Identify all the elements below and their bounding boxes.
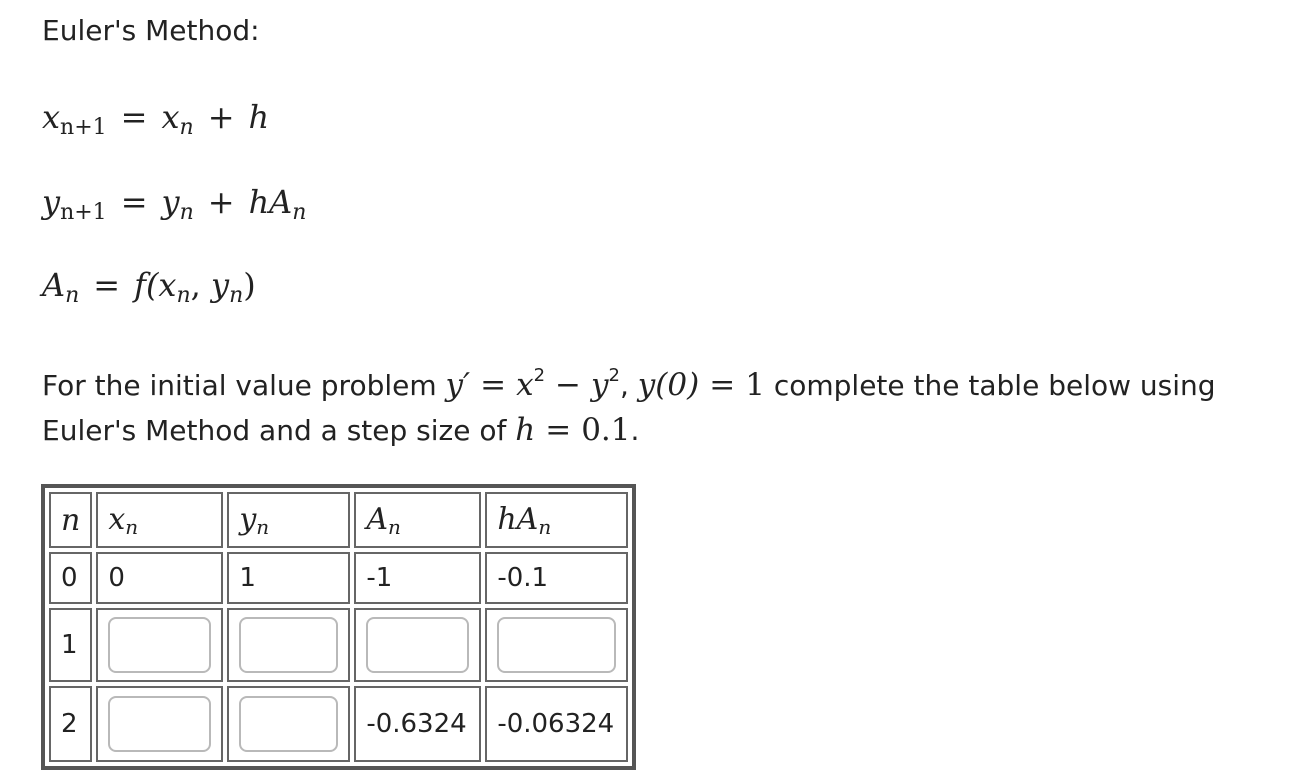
a-rhs-x-sub: n: [176, 283, 191, 308]
header-xn: [96, 492, 223, 548]
header-x-sub: n: [125, 514, 139, 539]
cell-n: 2: [49, 686, 92, 762]
a-definition-formula: $A_n = f(x_n$, $y_n$): [42, 266, 256, 308]
x1-answer-input[interactable]: [108, 617, 211, 673]
header-x: x: [108, 501, 126, 537]
cell-y: [227, 608, 350, 682]
cell-a: -0.6324: [354, 686, 481, 762]
ode-x-exp: 2: [533, 365, 546, 386]
header-ha: hA: [497, 501, 539, 537]
problem-text-before: For the initial value problem: [42, 369, 446, 402]
problem-statement: For the initial value problem $y' = x^2 - y^2$, y(0) = 1 complete the table below using Euler's Method and a step size of h = 0.1.: [42, 365, 1216, 448]
cell-ha: -0.06324: [485, 686, 628, 762]
y1-answer-input[interactable]: [239, 617, 338, 673]
y-rhs-b: hA: [248, 183, 293, 221]
table-header-row: [49, 492, 628, 548]
problem-text-end: .: [630, 414, 640, 447]
table-row: [49, 686, 628, 762]
header-han: [485, 492, 628, 548]
ode-lhs: y′: [445, 367, 471, 403]
x-lhs-sub: n+1: [60, 115, 107, 140]
ode-y-exp: 2: [608, 365, 620, 386]
cell-n: 1: [49, 608, 92, 682]
cell-a: -1: [354, 552, 481, 604]
ode-x: x: [516, 367, 534, 403]
cell-x: 0: [96, 552, 223, 604]
a-rhs-y-sub: n: [229, 283, 244, 308]
cell-y: 1: [227, 552, 350, 604]
cell-y: [227, 686, 350, 762]
cell-n: 0: [49, 552, 92, 604]
a1-answer-input[interactable]: [366, 617, 469, 673]
cell-ha: -0.1: [485, 552, 628, 604]
table-row: [49, 552, 628, 604]
a-rhs-close: ): [243, 266, 256, 304]
euler-table: [41, 484, 636, 770]
ode-y: y: [591, 367, 609, 403]
cell-a: [354, 608, 481, 682]
x2-answer-input[interactable]: [108, 696, 211, 752]
y2-answer-input[interactable]: [239, 696, 338, 752]
header-a: A: [366, 501, 388, 537]
step-h-value: 0.1: [581, 412, 631, 448]
header-yn: [227, 492, 350, 548]
a-lhs: A: [42, 266, 66, 304]
y-lhs: y: [42, 183, 61, 221]
cell-x: [96, 608, 223, 682]
header-a-sub: n: [388, 514, 401, 539]
y-rhs-b-sub: n: [292, 200, 307, 225]
step-h: h: [515, 412, 536, 448]
problem-text-middle: complete the table below using Euler's Method and a step size of: [42, 369, 1216, 447]
ic-value: 1: [745, 367, 765, 403]
a-rhs-y: y: [210, 266, 230, 304]
cell-ha: [485, 608, 628, 682]
a-rhs-f: f(: [134, 266, 159, 304]
cell-x: [96, 686, 223, 762]
page-title: Euler's Method:: [42, 14, 260, 47]
x-lhs: x: [42, 98, 61, 136]
x-rhs-a-sub: n: [179, 115, 194, 140]
ha1-answer-input[interactable]: [497, 617, 616, 673]
y-rhs-a-sub: n: [179, 200, 194, 225]
header-n: n: [49, 492, 92, 548]
x-rhs-b: h: [248, 98, 270, 136]
table-row: [49, 608, 628, 682]
header-an: [354, 492, 481, 548]
ic-expr: y(0): [637, 367, 700, 403]
header-y-sub: n: [256, 514, 270, 539]
y-lhs-sub: n+1: [60, 200, 107, 225]
a-lhs-sub: n: [65, 283, 80, 308]
y-update-formula: $y_{n+1} = y_n + hA_n$: [42, 183, 307, 225]
header-y: y: [239, 501, 257, 537]
x-rhs-a: x: [161, 98, 180, 136]
x-update-formula: $x_{n+1} = x_n + h$: [42, 98, 270, 140]
y-rhs-a: y: [161, 183, 180, 221]
header-ha-sub: n: [538, 514, 552, 539]
a-rhs-x: x: [158, 266, 177, 304]
